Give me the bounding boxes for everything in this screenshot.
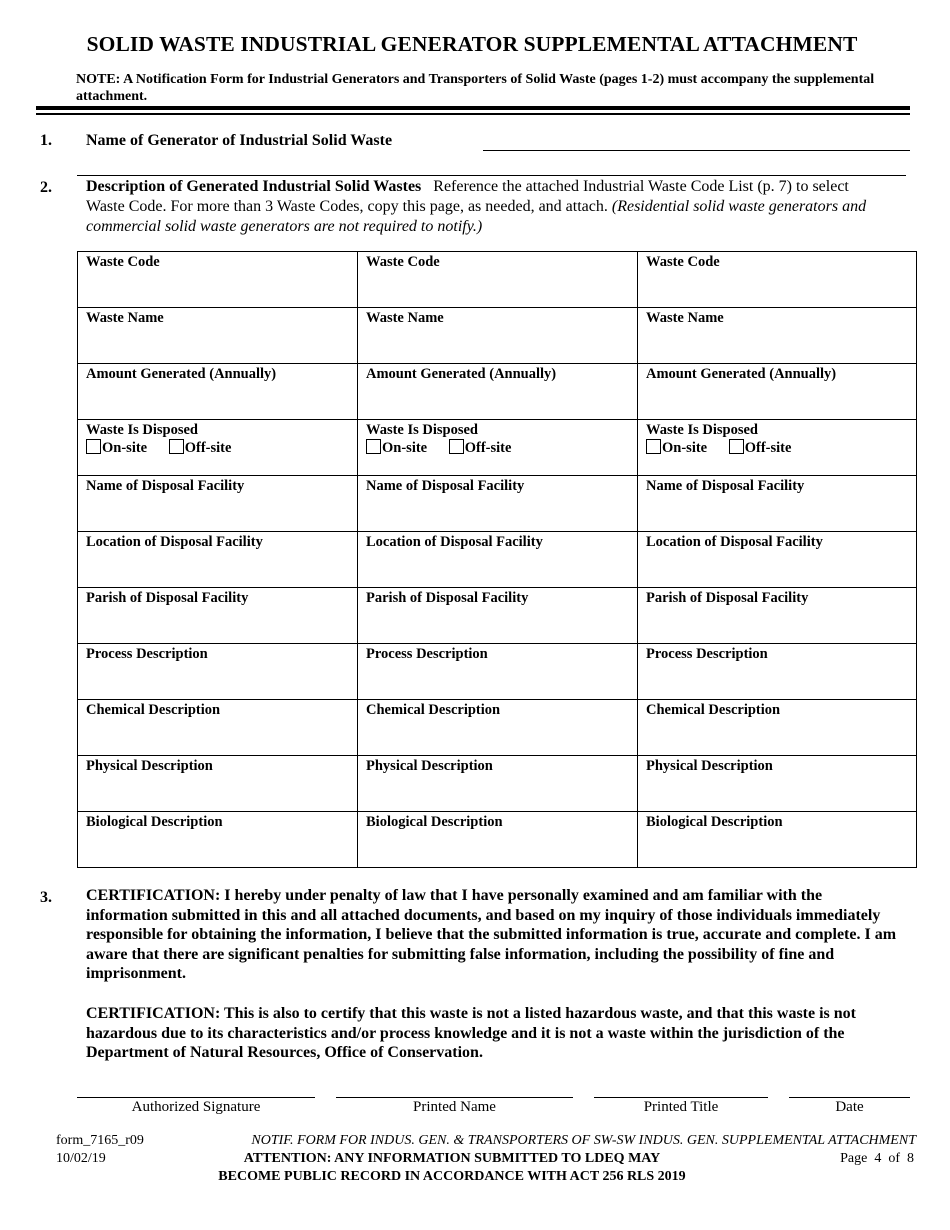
table-row: [78, 420, 917, 476]
generator-name-field[interactable]: [483, 150, 910, 151]
printed-title-label: Printed Title: [643, 1099, 719, 1115]
table-row: [78, 532, 917, 588]
facility-location-cell-1[interactable]: Location of Disposal Facility: [78, 532, 358, 588]
onsite-label: On-site: [662, 440, 708, 456]
biological-cell-2[interactable]: Biological Description: [358, 812, 638, 868]
waste-name-cell-1[interactable]: Waste Name: [78, 308, 358, 364]
waste-code-cell-1[interactable]: Waste Code: [78, 252, 358, 308]
chemical-cell-2[interactable]: Chemical Description: [358, 700, 638, 756]
onsite-checkbox[interactable]: [646, 439, 661, 454]
q2-number: 2.: [40, 179, 52, 196]
biological-cell-3[interactable]: Biological Description: [638, 812, 917, 868]
facility-parish-cell-3[interactable]: Parish of Disposal Facility: [638, 588, 917, 644]
chemical-cell-3[interactable]: Chemical Description: [638, 700, 917, 756]
process-cell-3[interactable]: Process Description: [638, 644, 917, 700]
table-row: [78, 812, 917, 868]
authorized-signature-label: Authorized Signature: [131, 1099, 261, 1115]
printed-name-label: Printed Name: [413, 1099, 496, 1115]
page-label: Page: [840, 1151, 868, 1166]
physical-cell-3[interactable]: Physical Description: [638, 756, 917, 812]
table-row: [78, 308, 917, 364]
table-row: [78, 364, 917, 420]
onsite-label: On-site: [102, 440, 148, 456]
q2-label: Description of Generated Industrial Solid Wastes: [86, 178, 422, 195]
printed-name-field[interactable]: [336, 1097, 573, 1098]
disposed-cell-1: [78, 420, 358, 476]
form-note: NOTE: A Notification Form for Industrial Generators and Transporters of Solid Waste (pages 1-2) must accompany the supplemental attachment.: [76, 72, 875, 104]
page-total: 8: [907, 1151, 914, 1166]
physical-cell-1[interactable]: Physical Description: [78, 756, 358, 812]
disposed-cell-3: [638, 420, 917, 476]
disposed-label: Waste Is Disposed: [646, 422, 758, 438]
q3-number: 3.: [40, 889, 52, 906]
attention-line-1: ATTENTION: ANY INFORMATION SUBMITTED TO LDEQ MAY: [243, 1151, 661, 1166]
form-id: form_7165_r09: [56, 1133, 144, 1148]
date-label: Date: [835, 1099, 864, 1115]
date-field[interactable]: [789, 1097, 910, 1098]
facility-parish-cell-2[interactable]: Parish of Disposal Facility: [358, 588, 638, 644]
onsite-checkbox[interactable]: [86, 439, 101, 454]
q1-number: 1.: [40, 132, 52, 149]
waste-code-cell-3[interactable]: Waste Code: [638, 252, 917, 308]
certification-1: CERTIFICATION: I hereby under penalty of law that I have personally examined and am familiar with the information submitted in this and all attached documents, and based on my inquiry of those individuals immediately responsible for obtaining the information, I believe that the submitted information is true, accurate and complete. I am aware that there are significant penalties for submitting false information, including the possibility of fine and imprisonment.: [86, 887, 897, 982]
table-row: [78, 756, 917, 812]
facility-name-cell-1[interactable]: Name of Disposal Facility: [78, 476, 358, 532]
table-row: [78, 252, 917, 308]
header-divider-thin: [36, 113, 910, 115]
q2-text: Reference the attached Industrial Waste Code List (p. 7) to select Waste Code. For more than 3 Waste Codes, copy this page, as needed, and attach.: [86, 178, 849, 215]
printed-title-field[interactable]: [594, 1097, 768, 1098]
amount-cell-1[interactable]: Amount Generated (Annually): [78, 364, 358, 420]
table-row: [78, 700, 917, 756]
page-of: of: [888, 1151, 900, 1166]
attention-line-2: BECOME PUBLIC RECORD IN ACCORDANCE WITH ACT 256 RLS 2019: [218, 1169, 686, 1184]
table-row: [78, 588, 917, 644]
page-current: 4: [874, 1151, 882, 1166]
disposed-label: Waste Is Disposed: [366, 422, 478, 438]
q1-label: Name of Generator of Industrial Solid Waste: [86, 132, 393, 149]
q2-italic-note: (Residential solid waste generators and commercial solid waste generators are not required to notify.): [86, 198, 867, 235]
disposed-cell-2: [358, 420, 638, 476]
facility-location-cell-3[interactable]: Location of Disposal Facility: [638, 532, 917, 588]
process-cell-1[interactable]: Process Description: [78, 644, 358, 700]
facility-name-cell-3[interactable]: Name of Disposal Facility: [638, 476, 917, 532]
waste-name-cell-3[interactable]: Waste Name: [638, 308, 917, 364]
form-date: 10/02/19: [56, 1151, 106, 1166]
form-title: SOLID WASTE INDUSTRIAL GENERATOR SUPPLEMENTAL ATTACHMENT: [86, 32, 858, 56]
physical-cell-2[interactable]: Physical Description: [358, 756, 638, 812]
waste-code-cell-2[interactable]: Waste Code: [358, 252, 638, 308]
offsite-label: Off-site: [744, 440, 792, 456]
amount-cell-2[interactable]: Amount Generated (Annually): [358, 364, 638, 420]
header-divider-thick: [36, 106, 910, 110]
process-cell-2[interactable]: Process Description: [358, 644, 638, 700]
table-row: [78, 476, 917, 532]
disposed-label: Waste Is Disposed: [86, 422, 198, 438]
onsite-checkbox[interactable]: [366, 439, 381, 454]
waste-name-cell-2[interactable]: Waste Name: [358, 308, 638, 364]
table-row: [78, 644, 917, 700]
facility-name-cell-2[interactable]: Name of Disposal Facility: [358, 476, 638, 532]
facility-parish-cell-1[interactable]: Parish of Disposal Facility: [78, 588, 358, 644]
offsite-checkbox[interactable]: [729, 439, 744, 454]
offsite-label: Off-site: [464, 440, 512, 456]
biological-cell-1[interactable]: Biological Description: [78, 812, 358, 868]
authorized-signature-field[interactable]: [77, 1097, 315, 1098]
chemical-cell-1[interactable]: Chemical Description: [78, 700, 358, 756]
onsite-label: On-site: [382, 440, 428, 456]
form-footer-title: NOTIF. FORM FOR INDUS. GEN. & TRANSPORTERS OF SW-SW INDUS. GEN. SUPPLEMENTAL ATTACHMENT: [251, 1133, 916, 1148]
page-number: [780, 1151, 914, 1167]
generator-name-field-line2[interactable]: [77, 175, 906, 176]
waste-table: [77, 251, 917, 868]
facility-location-cell-2[interactable]: Location of Disposal Facility: [358, 532, 638, 588]
certification-2: CERTIFICATION: This is also to certify that this waste is not a listed hazardous waste, and that this waste is not hazardous due to its characteristics and/or process knowledge and it is not a waste within the jurisdiction of the Department of Natural Resources, Office of Conservation.: [86, 1005, 856, 1061]
q2-description: [86, 177, 886, 237]
offsite-checkbox[interactable]: [449, 439, 464, 454]
offsite-checkbox[interactable]: [169, 439, 184, 454]
amount-cell-3[interactable]: Amount Generated (Annually): [638, 364, 917, 420]
offsite-label: Off-site: [184, 440, 232, 456]
